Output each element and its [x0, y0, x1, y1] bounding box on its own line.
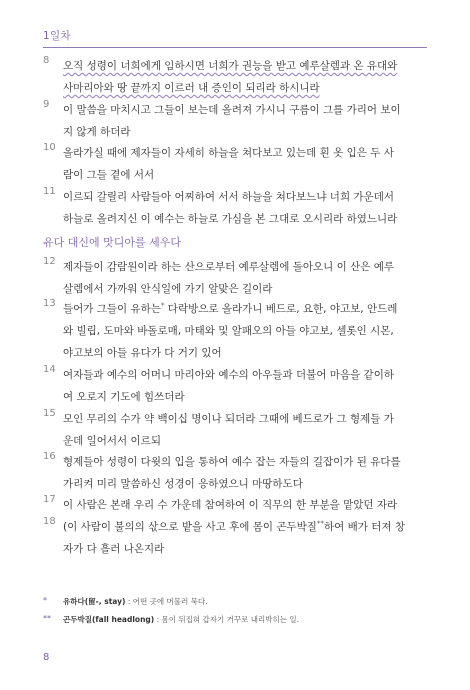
verse-text-line: 오직 성령이 너희에게 임하시면 너희가 권능을 받고 예루살렘과 온 유대와 [63, 60, 398, 72]
day-header: 1일차 [43, 30, 71, 42]
verse-text-line: 와 빌립, 도마와 바돌로매, 마태와 및 알패오의 아들 야고보, 셀롯인 시몬, [63, 325, 394, 337]
verse-text-segment: 다락방으로 올라가니 베드로, 요한, 야고보, 안드레 [164, 303, 398, 315]
verse-number: 13 [43, 298, 56, 309]
verse-number: 14 [43, 364, 56, 375]
verse-text-line: 운데 일어서서 이르되 [63, 435, 161, 447]
verse-text-line [63, 298, 435, 320]
verse-number: 11 [43, 186, 56, 197]
verse-text-line: 야고보의 아들 유다가 다 거기 있어 [63, 347, 222, 359]
footnote-marker: ** [43, 614, 51, 623]
footnote-definition: : 어떤 곳에 머물러 묵다. [125, 597, 208, 606]
footnote [43, 614, 435, 632]
footnote-term: 곤두박질(fall headlong) [63, 615, 155, 624]
verse-text-line: 가리켜 미리 말씀하신 성경이 응하였으니 마땅하도다 [63, 478, 303, 490]
verse-text-line: 람이 그들 곁에 서서 [63, 169, 155, 181]
footnote-marker: ** [316, 519, 324, 528]
verse-13 [43, 298, 435, 364]
footnote-term: 유하다(留-, stay) [63, 597, 126, 606]
verse-text-line: 제자들이 감람원이라 하는 산으로부터 예루살렘에 돌아오니 이 산은 예루 [63, 261, 394, 273]
section-title: 유다 대신에 맛디아를 세우다 [43, 236, 182, 249]
footnote-marker: * [43, 596, 47, 605]
verse-text-line [63, 516, 435, 538]
verse-16 [43, 451, 435, 495]
footnote-definition: : 몸이 뒤집혀 갑자기 거꾸로 내리박히는 일. [154, 615, 299, 624]
verse-text-line: 이 사람은 본래 우리 수 가운데 참여하여 이 직무의 한 부분을 맡았던 자라 [63, 499, 398, 511]
verse-9 [43, 99, 435, 143]
verse-number: 16 [43, 451, 56, 462]
verse-number: 18 [43, 516, 56, 527]
header-divider [43, 47, 427, 48]
verse-number: 12 [43, 256, 56, 267]
verse-number: 15 [43, 408, 56, 419]
page-number: 8 [43, 652, 50, 663]
verse-11 [43, 186, 435, 230]
footnote-marker: * [160, 301, 165, 310]
verse-text-line: 여자들과 예수의 어머니 마리아와 예수의 아우들과 더불어 마음을 같이하 [63, 369, 394, 381]
verse-15 [43, 408, 435, 452]
verse-text-line: 자가 다 흘러 나온지라 [63, 543, 165, 555]
footnotes [43, 596, 435, 632]
verse-text-line: 지 않게 하더라 [63, 126, 131, 138]
verse-text-line: 하늘로 올려지신 이 예수는 하늘로 가심을 본 그대로 오시리라 하였느니라 [63, 213, 398, 225]
footnote-text [63, 614, 299, 625]
verse-text-line: 여 오로지 기도에 힘쓰더라 [63, 391, 185, 403]
verse-text-line: 사마리아와 땅 끝까지 이르러 내 증인이 되리라 하시니라 [63, 82, 320, 94]
footnote-text [63, 596, 207, 607]
verse-12 [43, 256, 435, 300]
footnote [43, 596, 435, 614]
verse-text-line: 이르되 갈릴리 사람들아 어찌하여 서서 하늘을 쳐다보느냐 너희 가운데서 [63, 191, 394, 203]
verse-text-segment: (이 사람이 불의의 삯으로 밭을 사고 후에 몸이 곤두박질 [63, 521, 317, 533]
verse-text-line: 올라가실 때에 제자들이 자세히 하늘을 쳐다보고 있는데 흰 옷 입은 두 사 [63, 147, 394, 159]
verse-text-segment: 하여 배가 터져 창 [323, 521, 405, 533]
verse-text-line: 형제들아 성령이 다윗의 입을 통하여 예수 잡는 자들의 길잡이가 된 유다를 [63, 456, 401, 468]
verse-8 [43, 55, 435, 99]
verse-text-line: 살렘에서 가까워 안식일에 가기 알맞은 길이라 [63, 283, 273, 295]
verse-text-segment: 들어가 그들이 유하는 [63, 303, 161, 315]
verse-14 [43, 364, 435, 408]
verse-text-line: 이 말씀을 마치시고 그들이 보는데 올려져 가시니 구름이 그를 가리어 보이 [63, 104, 401, 116]
verse-number: 17 [43, 494, 56, 505]
verse-17 [43, 494, 435, 516]
verse-number: 9 [43, 99, 50, 110]
verse-number: 8 [43, 55, 50, 66]
verse-text-line: 모인 무리의 수가 약 백이십 명이나 되더라 그때에 베드로가 그 형제들 가 [63, 413, 394, 425]
verse-number: 10 [43, 142, 56, 153]
verse-10 [43, 142, 435, 186]
verse-18 [43, 516, 435, 560]
